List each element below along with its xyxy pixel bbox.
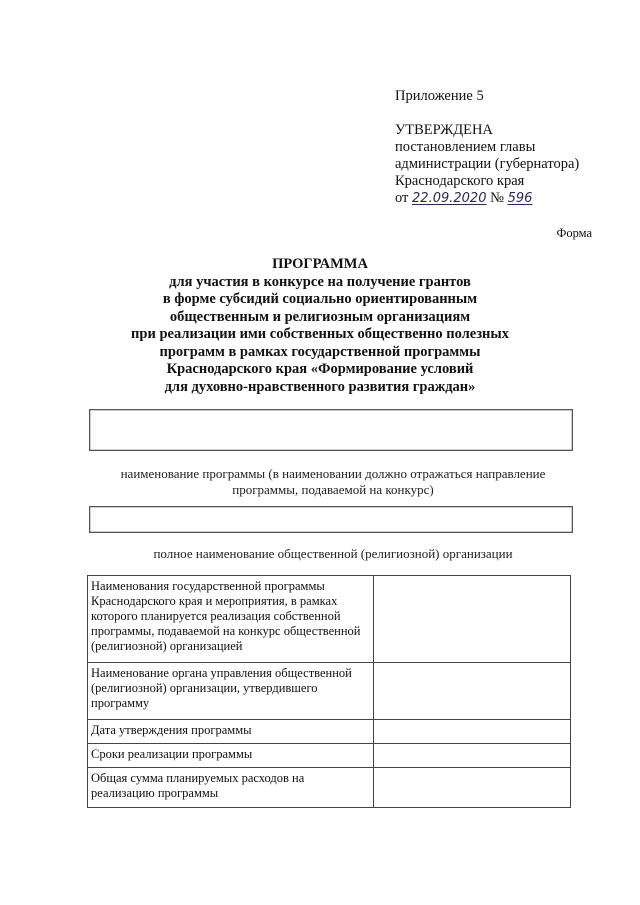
row-label: Наименование органа управления общественной (религиозной) организации, утвердившего программу xyxy=(88,663,374,720)
approval-date-line xyxy=(395,190,625,207)
approval-block xyxy=(395,88,625,207)
approval-line-2: администрации (губернатора) xyxy=(395,156,580,172)
row-value-field[interactable] xyxy=(373,720,571,744)
title-line-6: Краснодарского края «Формирование условий xyxy=(166,361,474,377)
number-sign: № xyxy=(490,190,504,206)
row-label: Дата утверждения программы xyxy=(88,720,374,744)
title-line-7: для духовно-нравственного развития граждан» xyxy=(164,378,476,395)
row-value-field[interactable] xyxy=(373,768,571,808)
title-line-3: общественным и религиозным организациям xyxy=(169,308,471,325)
row-label: Сроки реализации программы xyxy=(88,744,374,768)
organization-name-field[interactable] xyxy=(89,506,573,533)
table-row xyxy=(88,720,571,744)
row-value-field[interactable] xyxy=(373,663,571,720)
title-heading: ПРОГРАММА xyxy=(272,256,368,272)
handwritten-number: 596 xyxy=(507,191,533,206)
form-label: Форма xyxy=(556,226,592,240)
approval-line-1: постановлением главы xyxy=(395,139,536,155)
table-row xyxy=(88,744,571,768)
document-title xyxy=(60,256,580,396)
organization-caption: полное наименование общественной (религиозной) организации xyxy=(153,546,513,561)
appendix-label: Приложение 5 xyxy=(395,88,484,104)
row-label: Наименования государственной программы Краснодарского края и мероприятия, в рамках которого планируется реализация собственной программы, подаваемой на конкурс общественной (религиозной) организацией xyxy=(88,576,374,663)
handwritten-date: 22.09.2020 xyxy=(412,191,487,206)
title-line-2: в форме субсидий социально ориентированным xyxy=(162,291,478,307)
row-label: Общая сумма планируемых расходов на реализацию программы xyxy=(88,768,374,808)
date-prefix: от xyxy=(395,190,409,206)
program-name-caption: наименование программы (в наименовании должно отражаться направление программы, подаваемой на конкурс) xyxy=(120,466,546,497)
row-value-field[interactable] xyxy=(373,576,571,663)
title-line-5: программ в рамках государственной программы xyxy=(159,343,481,360)
program-info-table xyxy=(87,575,571,808)
table-row xyxy=(88,663,571,720)
approval-line-3: Краснодарского края xyxy=(395,173,525,189)
row-value-field[interactable] xyxy=(373,744,571,768)
approved-label: УТВЕРЖДЕНА xyxy=(395,122,493,138)
table-row xyxy=(88,576,571,663)
title-line-4: при реализации ими собственных общественно полезных xyxy=(131,326,509,342)
table-row xyxy=(88,768,571,808)
title-line-1: для участия в конкурсе на получение грантов xyxy=(169,273,471,290)
program-name-field[interactable] xyxy=(89,409,573,451)
